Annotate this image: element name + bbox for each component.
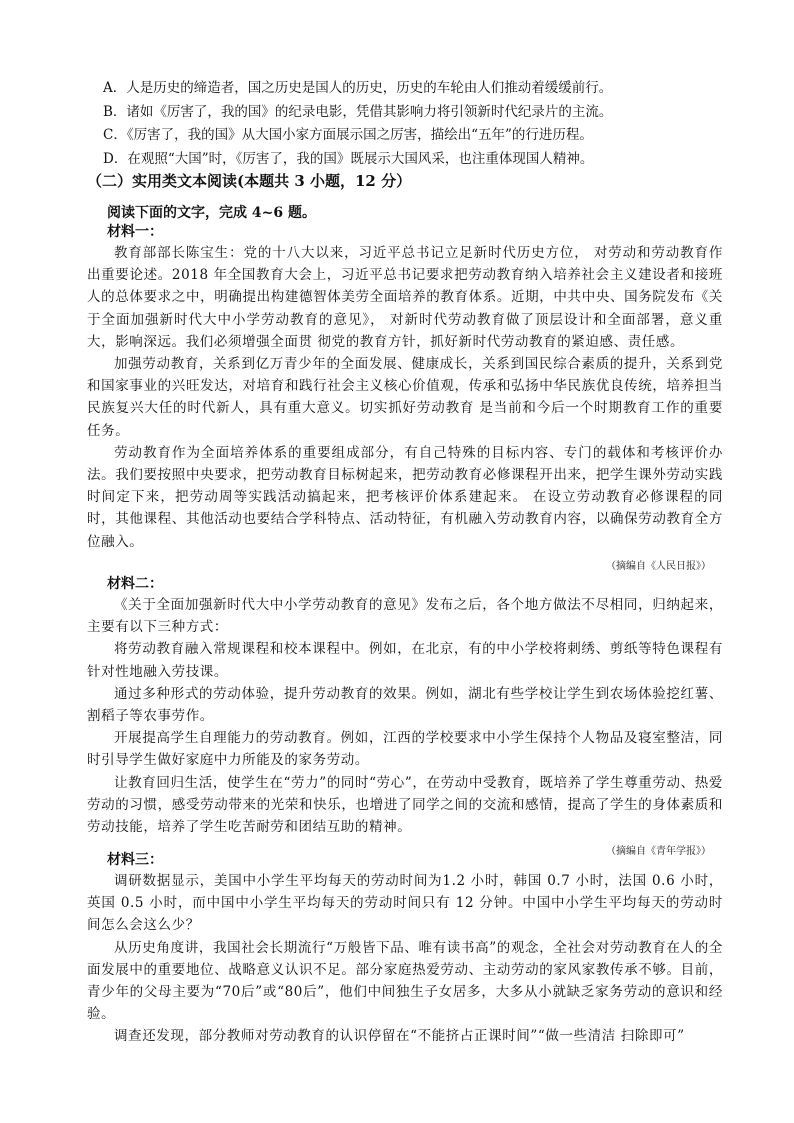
material-three — [87, 850, 723, 1048]
paragraph: 加强劳动教育，关系到亿万青少年的全面发展、健康成长，关系到国民综合素质的提升，关系到党和国家事业的兴旺发达，对培育和践行社会主义核心价值观，传承和弘扬中华民族优良传统，培养担当民族复兴大任的时代新人，具有重大意义。切实抓好劳动教育 是当前和今后一个时期教育工作的重要任务。 — [87, 356, 723, 439]
paragraph: 劳动教育作为全面培养体系的重要组成部分，有自己特殊的目标内容、专门的载体和考核评价办法。我们要按照中央要求，把劳动教育目标树起来，把劳动教育必修课程开出来，把学生课外劳动实践时间定下来，把劳动周等实践活动搞起来，把考核评价体系建起来。 在设立劳动教育必修课程的同时，其他课程、其他活动也要结合学科特点、活动特征，有机融入劳动教育内容，以确保劳动教育全方位融入。 — [87, 444, 723, 550]
paragraph: 教育部部长陈宝生：党的十八大以来，习近平总书记立足新时代历史方位， 对劳动和劳动教育作出重要论述。2018 年全国教育大会上，习近平总书记要求把劳动教育纳入培养社会主义建设者和接班人的总体要求之中，明确提出构建德智体美劳全面培养的教育体系。近期，中共中央、国务院发布《关于全面加强新时代大中小学劳动教育的意见》， 对新时代劳动教育做了顶层设计和全面部署，意义重大，影响深远。我们必须增强全面贯 彻党的教育方针，抓好新时代劳动教育的紧迫感、责任感。 — [87, 245, 723, 350]
option-b: B．诸如《厉害了，我的国》的纪录电影，凭借其影响力将引领新时代纪录片的主流。 — [103, 103, 613, 120]
paragraph: 从历史角度讲，我国社会长期流行“万般皆下品、唯有读书高”的观念，全社会对劳动教育在人的全面发展中的重要地位、战略意义认识不足。部分家庭热爱劳动、主动劳动的家风家教传承不够。目前，青少年的父母主要为“70后”或“80后”，他们中间独生子女居多，大多从小就缺乏家务劳动的意识和经验。 — [87, 939, 723, 1023]
material-title: 材料三： — [107, 852, 163, 868]
paragraph: 让教育回归生活，使学生在“劳力”的同时“劳心”，在劳动中受教育，既培养了学生尊重劳动、热爱劳动的习惯，感受劳动带来的光荣和快乐，也增进了同学之间的交流和感情，提高了学生的身体素质和劳动技能，培养了学生吃苦耐劳和团结互助的精神。 — [87, 774, 723, 836]
material-two — [87, 574, 723, 860]
paragraph: 将劳动教育融入常规课程和校本课程中。例如，在北京，有的中小学校将刺绣、剪纸等特色课程有针对性地融入劳技课。 — [87, 641, 723, 680]
choice-options — [103, 77, 743, 171]
section-title: （二）实用类文本阅读(本题共 3 小题，12 分） — [87, 172, 412, 190]
paragraph: 通过多种形式的劳动体验，提升劳动教育的效果。例如，湖北有些学校让学生到农场体验挖红薯、割稻子等农事劳作。 — [87, 685, 723, 725]
option-a: A．人是历史的缔造者，国之历史是国人的历史，历史的车轮由人们推动着缓缓前行。 — [103, 80, 613, 96]
source-citation: （摘编自《人民日报》） — [606, 560, 711, 572]
paragraph: 调研数据显示，美国中小学生平均每天的劳动时间为1.2 小时，韩国 0.7 小时，法国 0.6 小时，英国 0.5 小时，而中国中小学生平均每天的劳动时间只有 12 分钟。中国中小学生平均每天的劳动时间怎么会这么少？ — [87, 873, 723, 934]
source-citation: （摘编自《青年学报》） — [606, 846, 711, 858]
material-one — [87, 222, 723, 575]
reading-prompt: 阅读下面的文字，完成 4~6 题。 — [107, 205, 316, 221]
material-title: 材料二： — [107, 576, 163, 592]
paragraph: 《关于全面加强新时代大中小学劳动教育的意见》发布之后，各个地方做法不尽相同，归纳起来，主要有以下三种方式： — [87, 597, 723, 636]
option-c: C．《厉害了，我的国》从大国小家方面展示国之厉害，描绘出“五年”的行进历程。 — [103, 127, 593, 143]
material-title: 材料一： — [107, 224, 163, 240]
option-d: D．在观照“大国”时，《厉害了，我的国》既展示大国风采，也注重体现国人精神。 — [103, 150, 594, 167]
paragraph: 开展提高学生自理能力的劳动教育。例如，江西的学校要求中小学生保持个人物品及寝室整洁，同时引导学生做好家庭中力所能及的家务劳动。 — [87, 730, 723, 769]
paragraph: 调查还发现，部分教师对劳动教育的认识停留在“不能挤占正课时间”“做一些清洁 扫除即可” — [114, 1028, 685, 1045]
